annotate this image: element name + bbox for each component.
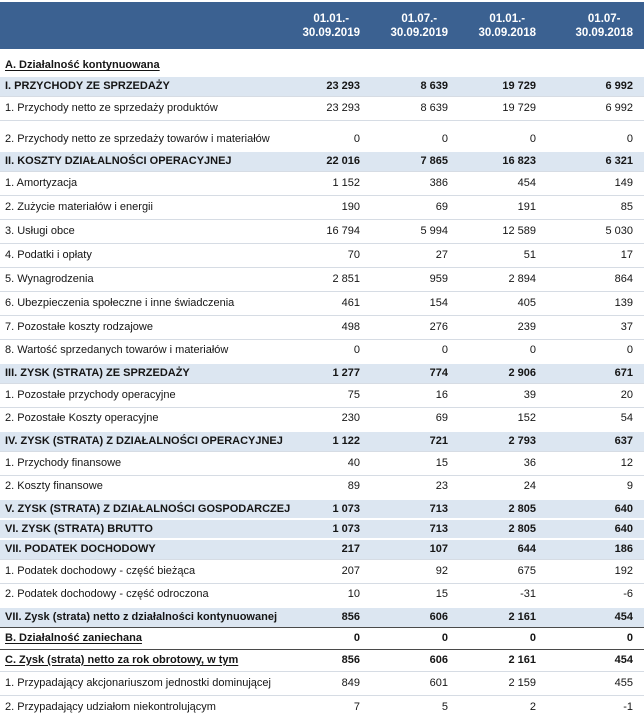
table-row: [0, 291, 644, 315]
row-value-period-1: 0: [353, 631, 360, 644]
row-label-cell: [0, 195, 272, 219]
row-label: VII. PODATEK DOCHODOWY: [5, 542, 156, 555]
table-row: [0, 431, 644, 451]
row-value-period-2: 5 994: [420, 224, 448, 237]
row-value-period-3: 0: [529, 631, 536, 644]
table-row: [0, 96, 644, 120]
period-1-line1: 01.01.-: [313, 12, 350, 25]
row-value-period-3: 2: [529, 700, 536, 713]
table-row: [0, 627, 644, 649]
row-label: VI. ZYSK (STRATA) BRUTTO: [5, 522, 153, 535]
period-1-line2: 30.09.2019: [302, 26, 360, 39]
row-label: 2. Przypadający udziałom niekontrolującym: [5, 700, 216, 713]
row-value-period-4: 637: [536, 431, 644, 451]
row-label: 1. Przychody netto ze sprzedaży produktów: [5, 101, 218, 114]
row-label: 5. Wynagrodzenia: [5, 272, 94, 285]
row-value-period-2: 69: [435, 200, 448, 213]
row-value-period-1: 498: [341, 320, 360, 333]
row-value-period-4: 640: [536, 499, 644, 519]
row-label-cell: [0, 151, 272, 171]
row-value-period-2: 92: [435, 564, 448, 577]
row-label: 3. Usługi obce: [5, 224, 75, 237]
row-value-period-3: 2 161: [508, 653, 536, 666]
row-value-period-1: 856: [341, 653, 360, 666]
period-column-header-2: [360, 2, 448, 49]
table-row: [0, 49, 644, 76]
row-label: 2. Pozostałe Koszty operacyjne: [5, 412, 159, 425]
row-value-period-3: 12 589: [502, 224, 536, 237]
row-value-period-4: 864: [614, 272, 633, 285]
row-label-cell: [0, 607, 277, 627]
row-value-period-3: 239: [517, 320, 536, 333]
row-value-period-2: 721: [360, 431, 448, 451]
row-value-period-3: 19 729: [502, 101, 536, 114]
row-value-period-3: 16 823: [448, 151, 536, 171]
row-value-period-4: 454: [614, 653, 633, 666]
row-value-period-3: 152: [517, 412, 536, 425]
row-value-period-3: 39: [523, 388, 536, 401]
table-row: [0, 76, 644, 96]
row-value-period-3: 2 161: [448, 607, 536, 627]
row-value-period-4: -1: [623, 700, 633, 713]
row-value-period-3: 675: [517, 564, 536, 577]
row-value-period-2: 69: [435, 412, 448, 425]
row-value-period-4: 186: [536, 539, 644, 559]
row-value-period-4: 0: [626, 133, 633, 145]
row-value-period-2: 713: [360, 499, 448, 519]
period-column-header-3: [448, 2, 536, 49]
table-row: [0, 120, 644, 151]
row-value-period-4: 17: [620, 248, 633, 261]
row-label: 2. Zużycie materiałów i energii: [5, 200, 153, 213]
row-value-period-3: 2 894: [508, 272, 536, 285]
row-label: 1. Amortyzacja: [5, 176, 78, 189]
row-value-period-4: 640: [536, 519, 644, 539]
row-value-period-1: 0: [353, 344, 360, 357]
table-row: [0, 383, 644, 407]
row-label-cell: [0, 219, 272, 243]
table-row: [0, 171, 644, 195]
row-value-period-4: 5 030: [605, 224, 633, 237]
row-value-period-4: 9: [626, 480, 633, 493]
table-row: [0, 695, 644, 719]
row-value-period-1: 70: [347, 248, 360, 261]
table-row: [0, 151, 644, 171]
period-column-header-4: [536, 2, 644, 49]
row-value-period-1: 0: [353, 133, 360, 145]
table-row: [0, 407, 644, 431]
row-value-period-2: 0: [441, 344, 448, 357]
row-value-period-4: 20: [620, 388, 633, 401]
row-value-period-2: 959: [429, 272, 448, 285]
row-value-period-4: 54: [620, 412, 633, 425]
table-row: [0, 475, 644, 499]
row-label-cell: [0, 539, 272, 559]
row-value-period-4: 671: [536, 363, 644, 383]
row-value-period-4: 85: [620, 200, 633, 213]
row-value-period-2: 0: [441, 133, 448, 145]
row-label: 7. Pozostałe koszty rodzajowe: [5, 320, 153, 333]
period-3-line2: 30.09.2018: [478, 26, 536, 39]
table-row: [0, 363, 644, 383]
row-value-period-2: 276: [429, 320, 448, 333]
row-value-period-3: 2 793: [448, 431, 536, 451]
row-label: 1. Przypadający akcjonariuszom jednostki dominującej: [5, 676, 271, 689]
row-value-period-2: 601: [429, 676, 448, 689]
row-value-period-2: 386: [429, 176, 448, 189]
row-value-period-2: 606: [360, 607, 448, 627]
row-value-period-4: 192: [614, 564, 633, 577]
row-label: 2. Koszty finansowe: [5, 480, 103, 493]
row-label-cell: [0, 475, 272, 499]
row-value-period-1: 1 277: [272, 363, 360, 383]
row-value-period-3: 644: [448, 539, 536, 559]
row-value-period-1: 856: [272, 607, 360, 627]
row-value-period-2: 107: [360, 539, 448, 559]
row-value-period-4: 12: [620, 456, 633, 469]
row-value-period-1: 23 293: [272, 76, 360, 96]
row-value-period-1: 190: [341, 200, 360, 213]
row-value-period-4: 6 321: [536, 151, 644, 171]
row-value-period-3: 24: [523, 480, 536, 493]
row-value-period-2: 8 639: [360, 76, 448, 96]
row-label-cell: [0, 649, 272, 671]
row-value-period-1: 16 794: [326, 224, 360, 237]
period-3-line1: 01.01.-: [489, 12, 526, 25]
row-label-cell: [0, 519, 272, 539]
row-label: 6. Ubezpieczenia społeczne i inne świadczenia: [5, 296, 235, 309]
row-label: 1. Pozostałe przychody operacyjne: [5, 388, 176, 401]
row-value-period-1: [272, 49, 360, 76]
row-label-cell: [0, 49, 272, 76]
row-value-period-4: 455: [614, 676, 633, 689]
header-spacer-cell: [0, 2, 272, 49]
row-value-period-1: 23 293: [326, 101, 360, 114]
row-value-period-1: 2 851: [332, 272, 360, 285]
period-4-line1: 01.07-: [587, 12, 621, 25]
row-label: 1. Podatek dochodowy - część bieżąca: [5, 564, 196, 577]
row-label-cell: [0, 671, 272, 695]
row-value-period-3: 2 805: [448, 519, 536, 539]
row-label-cell: [0, 431, 283, 451]
row-value-period-1: 89: [347, 480, 360, 493]
row-value-period-4: [536, 49, 644, 76]
row-label: I. PRZYCHODY ZE SPRZEDAŻY: [5, 79, 170, 92]
row-value-period-3: 0: [529, 133, 536, 145]
row-label: 1. Przychody finansowe: [5, 456, 122, 469]
row-label-cell: [0, 96, 272, 120]
row-value-period-3: 191: [517, 200, 536, 213]
row-value-period-1: 849: [341, 676, 360, 689]
row-value-period-2: 7 865: [360, 151, 448, 171]
row-label-cell: [0, 695, 272, 719]
row-value-period-3: 405: [517, 296, 536, 309]
row-label-cell: [0, 171, 272, 195]
row-label: 8. Wartość sprzedanych towarów i materiałów: [5, 344, 229, 357]
row-label-cell: [0, 499, 291, 519]
row-value-period-1: 207: [341, 564, 360, 577]
table-row: [0, 499, 644, 519]
row-value-period-2: 23: [435, 480, 448, 493]
row-label: III. ZYSK (STRATA) ZE SPRZEDAŻY: [5, 366, 190, 379]
row-value-period-2: 154: [429, 296, 448, 309]
row-label: VII. Zysk (strata) netto z działalności kontynuowanej: [5, 610, 277, 623]
row-value-period-3: 51: [523, 248, 536, 261]
row-value-period-3: -31: [520, 588, 536, 601]
table-header-band: [0, 2, 644, 49]
period-2-line2: 30.09.2019: [390, 26, 448, 39]
row-value-period-1: 40: [347, 456, 360, 469]
row-value-period-3: [448, 49, 536, 76]
row-value-period-3: 36: [523, 456, 536, 469]
row-value-period-2: 15: [435, 588, 448, 601]
row-label-cell: [0, 363, 272, 383]
row-value-period-2: 15: [435, 456, 448, 469]
table-row: [0, 559, 644, 583]
row-value-period-4: 0: [626, 344, 633, 357]
table-row: [0, 583, 644, 607]
row-label-cell: [0, 383, 272, 407]
period-column-header-1: [272, 2, 360, 49]
period-header-row: [0, 2, 644, 49]
row-value-period-4: 6 992: [536, 76, 644, 96]
row-value-period-3: 2 159: [508, 676, 536, 689]
row-value-period-3: 454: [517, 176, 536, 189]
period-4-line2: 30.09.2018: [575, 26, 633, 39]
table-row: [0, 195, 644, 219]
table-row: [0, 451, 644, 475]
row-value-period-4: 0: [626, 631, 633, 644]
row-value-period-4: 139: [614, 296, 633, 309]
table-row: [0, 339, 644, 363]
row-value-period-2: 0: [441, 631, 448, 644]
row-value-period-2: 774: [360, 363, 448, 383]
row-label-cell: [0, 583, 272, 607]
row-value-period-1: 461: [341, 296, 360, 309]
row-value-period-2: 8 639: [420, 101, 448, 114]
row-label: A. Działalność kontynuowana: [5, 59, 160, 71]
row-value-period-4: 454: [536, 607, 644, 627]
row-label-cell: [0, 559, 272, 583]
row-value-period-1: 1 122: [272, 431, 360, 451]
row-label: V. ZYSK (STRATA) Z DZIAŁALNOŚCI GOSPODARCZEJ: [5, 502, 291, 515]
row-label-cell: [0, 291, 272, 315]
period-2-line1: 01.07.-: [401, 12, 438, 25]
row-value-period-3: 0: [529, 344, 536, 357]
row-value-period-1: 230: [341, 412, 360, 425]
row-value-period-1: 217: [272, 539, 360, 559]
row-label: IV. ZYSK (STRATA) Z DZIAŁALNOŚCI OPERACYJNEJ: [5, 434, 283, 447]
row-value-period-4: -6: [623, 588, 633, 601]
row-label-cell: [0, 76, 272, 96]
row-value-period-1: 1 073: [272, 499, 360, 519]
row-label: C. Zysk (strata) netto za rok obrotowy, w tym: [5, 653, 239, 666]
row-value-period-2: 27: [435, 248, 448, 261]
table-row: [0, 267, 644, 291]
income-statement-table: [0, 2, 644, 719]
row-label: 4. Podatki i opłaty: [5, 248, 92, 261]
row-value-period-2: 5: [441, 700, 448, 713]
row-value-period-1: 75: [347, 388, 360, 401]
row-label-cell: [0, 407, 272, 431]
row-label: II. KOSZTY DZIAŁALNOŚCI OPERACYJNEJ: [5, 154, 232, 167]
row-value-period-1: 22 016: [272, 151, 360, 171]
table-row: [0, 607, 644, 627]
table-row: [0, 539, 644, 559]
row-label: 2. Podatek dochodowy - część odroczona: [5, 588, 209, 601]
row-value-period-2: 16: [435, 388, 448, 401]
table-body: [0, 49, 644, 719]
row-value-period-2: [360, 49, 448, 76]
row-label: B. Działalność zaniechana: [5, 631, 142, 644]
row-value-period-2: 606: [429, 653, 448, 666]
row-label-cell: [0, 267, 272, 291]
table-row: [0, 315, 644, 339]
row-value-period-4: 149: [614, 176, 633, 189]
row-value-period-1: 10: [347, 588, 360, 601]
row-label-cell: [0, 451, 272, 475]
table-row: [0, 219, 644, 243]
row-label-cell: [0, 315, 272, 339]
row-label-cell: [0, 627, 272, 649]
row-label: 2. Przychody netto ze sprzedaży towarów i materiałów: [5, 133, 270, 145]
table-row: [0, 243, 644, 267]
row-value-period-4: 6 992: [605, 101, 633, 114]
row-label-cell: [0, 339, 272, 363]
row-label-cell: [0, 120, 272, 151]
row-label-cell: [0, 243, 272, 267]
row-value-period-1: 1 152: [332, 176, 360, 189]
table-row: [0, 519, 644, 539]
row-value-period-3: 2 906: [448, 363, 536, 383]
row-value-period-2: 713: [360, 519, 448, 539]
row-value-period-3: 19 729: [448, 76, 536, 96]
table-row: [0, 649, 644, 671]
row-value-period-1: 1 073: [272, 519, 360, 539]
row-value-period-4: 37: [620, 320, 633, 333]
row-value-period-3: 2 805: [448, 499, 536, 519]
table-row: [0, 671, 644, 695]
row-value-period-1: 7: [353, 700, 360, 713]
